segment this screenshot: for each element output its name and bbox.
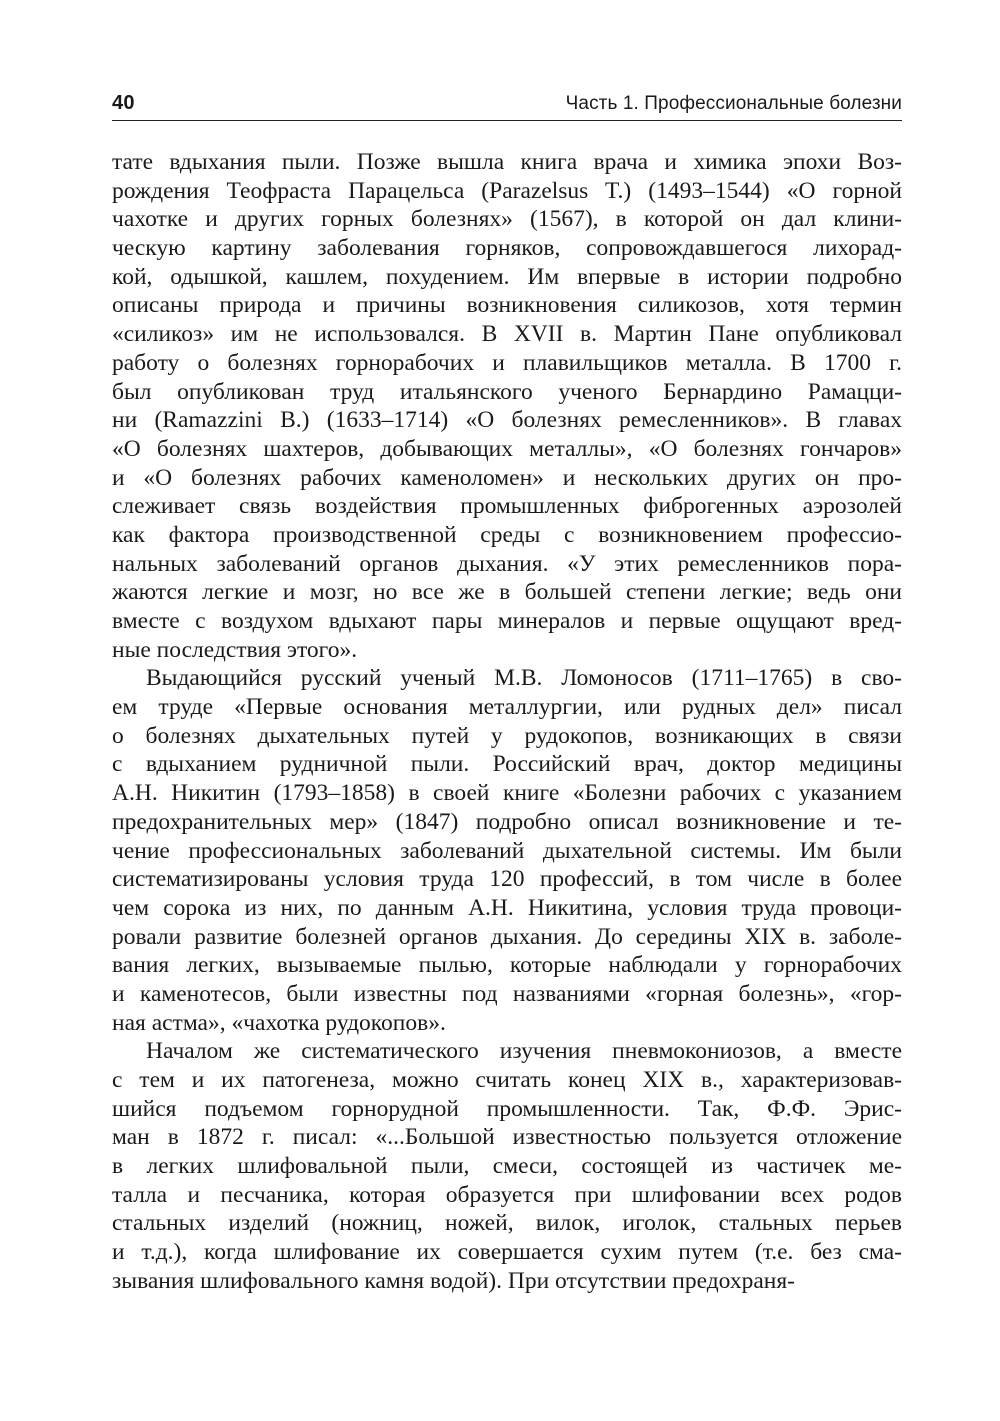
text-line: талла и песчаника, которая образуется при шлифовании всех родов	[112, 1181, 902, 1208]
text-line: ман в 1872 г. писал: «...Большой известностью пользуется отложение	[112, 1124, 902, 1151]
text-line: ные последствия этого».	[112, 636, 358, 663]
page-header	[112, 88, 902, 121]
paragraph	[112, 664, 902, 1037]
text-line: ческую картину заболевания горняков, сопровождавшегося лихорад-	[112, 235, 902, 262]
text-line: Выдающийся русский ученый М.В. Ломоносов (1711–1765) в сво-	[146, 665, 902, 692]
paragraph	[112, 1037, 902, 1295]
text-line: стальных изделий (ножниц, ножей, вилок, иголок, стальных перьев	[112, 1210, 902, 1237]
text-line: в легких шлифовальной пыли, смеси, состоящей из частичек ме-	[112, 1153, 902, 1180]
text-line: нальных заболеваний органов дыхания. «У этих ремесленников пора-	[112, 550, 902, 577]
text-line: чем сорока из них, по данным А.Н. Никитина, условия труда провоци-	[112, 894, 902, 921]
text-line: о болезнях дыхательных путей у рудокопов, возникающих в связи	[112, 722, 902, 749]
text-line: работу о болезнях горнорабочих и плавильщиков металла. В 1700 г.	[112, 349, 902, 376]
text-line: «О болезнях шахтеров, добывающих металлы», «О болезнях гончаров»	[112, 435, 902, 462]
text-line: ровали развитие болезней органов дыхания. До середины XIX в. заболе-	[112, 923, 902, 950]
text-line: зывания шлифовального камня водой). При отсутствии предохраня-	[112, 1267, 795, 1294]
text-line: описаны природа и причины возникновения силикозов, хотя термин	[112, 292, 902, 319]
text-line: чахотке и других горных болезнях» (1567), в которой он дал клини-	[112, 206, 902, 233]
text-line: был опубликован труд итальянского ученого Бернардино Рамацци-	[112, 378, 902, 405]
text-line: чение профессиональных заболеваний дыхательной системы. Им были	[112, 837, 902, 864]
text-line: слеживает связь воздействия промышленных фиброгенных аэрозолей	[112, 493, 902, 520]
text-line: и т.д.), когда шлифование их совершается сухим путем (т.е. без сма-	[112, 1239, 902, 1266]
running-title: Часть 1. Профессиональные болезни	[565, 93, 902, 114]
text-line: и «О болезнях рабочих каменоломен» и нескольких других он про-	[112, 464, 902, 491]
text-line: шийся подъемом горнорудной промышленности. Так, Ф.Ф. Эрис-	[112, 1095, 902, 1122]
text-line: вместе с воздухом вдыхают пары минералов и первые ощущают вред-	[112, 608, 902, 634]
text-line: как фактора производственной среды с возникновением профессио-	[112, 521, 902, 548]
text-line: А.Н. Никитин (1793–1858) в своей книге «Болезни рабочих с указанием	[112, 780, 902, 807]
text-line: тате вдыхания пыли. Позже вышла книга врача и химика эпохи Воз-	[112, 149, 902, 175]
text-line: систематизированы условия труда 120 профессий, в том числе в более	[112, 866, 902, 893]
text-line: «силикоз» им не использовался. В XVII в. Мартин Пане опубликовал	[112, 321, 902, 348]
paragraph	[112, 148, 902, 664]
text-line: с тем и их патогенеза, можно считать конец XIX в., характеризовав-	[112, 1067, 902, 1093]
text-line: ни (Ramazzini B.) (1633–1714) «О болезнях ремесленников». В главах	[112, 407, 902, 434]
text-line: вания легких, вызываемые пылью, которые наблюдали у горнорабочих	[112, 952, 902, 979]
text-line: ная астма», «чахотка рудокопов».	[112, 1009, 446, 1036]
text-line: и каменотесов, были известны под названиями «горная болезнь», «гор-	[112, 980, 902, 1007]
body-text	[112, 148, 902, 1296]
text-line: предохранительных мер» (1847) подробно описал возникновение и те-	[112, 808, 902, 835]
text-line: ем труде «Первые основания металлургии, или рудных дел» писал	[112, 694, 902, 721]
text-line: рождения Теофраста Парацельса (Parazelsus T.) (1493–1544) «О горной	[112, 177, 902, 204]
text-line: с вдыханием рудничной пыли. Российский врач, доктор медицины	[112, 751, 902, 778]
text-line: Началом же систематического изучения пневмокониозов, а вместе	[146, 1038, 902, 1065]
text-line: жаются легкие и мозг, но все же в большей степени легкие; ведь они	[112, 579, 902, 606]
text-line: кой, одышкой, кашлем, похудением. Им впервые в истории подробно	[112, 263, 902, 290]
page-number: 40	[112, 92, 135, 114]
